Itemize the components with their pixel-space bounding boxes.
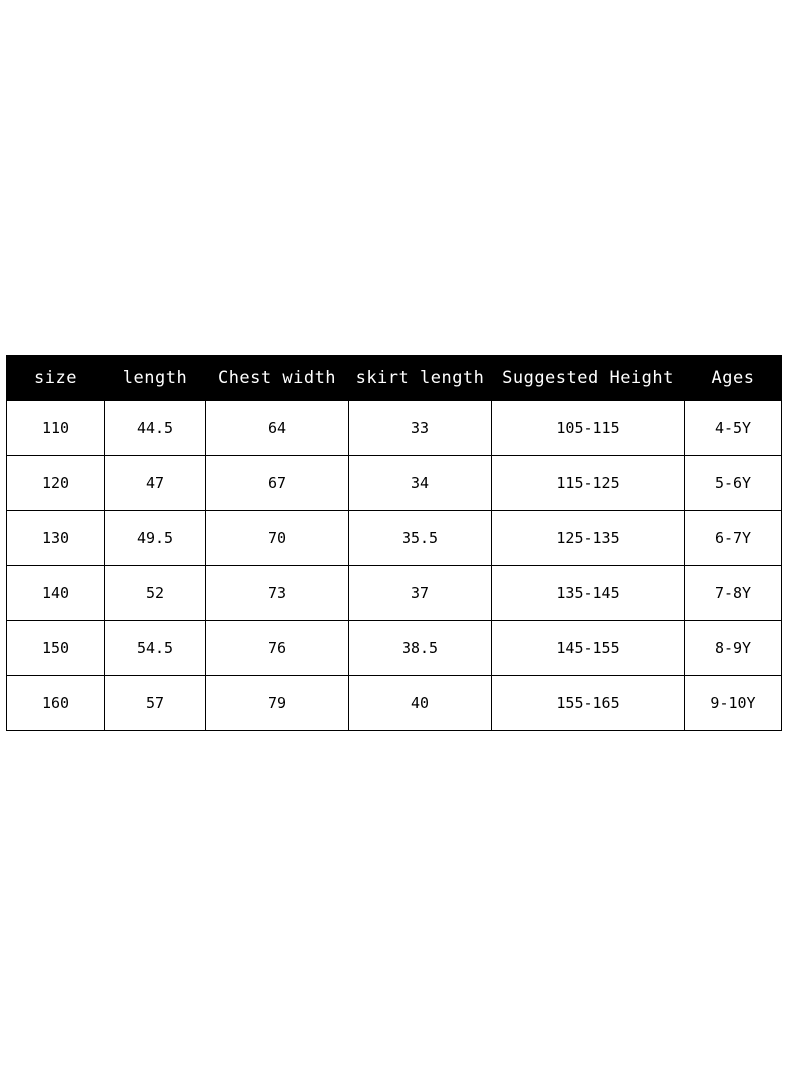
cell-length: 47 — [105, 456, 206, 511]
cell-skirt-length: 33 — [349, 401, 492, 456]
column-header-length: length — [105, 356, 206, 401]
cell-length: 54.5 — [105, 621, 206, 676]
cell-chest-width: 67 — [206, 456, 349, 511]
cell-chest-width: 73 — [206, 566, 349, 621]
cell-chest-width: 70 — [206, 511, 349, 566]
cell-suggested-height: 125-135 — [492, 511, 685, 566]
cell-length: 57 — [105, 676, 206, 731]
column-header-skirt-length: skirt length — [349, 356, 492, 401]
cell-skirt-length: 35.5 — [349, 511, 492, 566]
cell-chest-width: 64 — [206, 401, 349, 456]
table-row — [7, 566, 782, 621]
cell-ages: 8-9Y — [685, 621, 782, 676]
table-row — [7, 401, 782, 456]
size-chart — [6, 355, 781, 731]
cell-suggested-height: 155-165 — [492, 676, 685, 731]
table-header-row — [7, 356, 782, 401]
cell-size: 150 — [7, 621, 105, 676]
cell-chest-width: 79 — [206, 676, 349, 731]
cell-ages: 6-7Y — [685, 511, 782, 566]
cell-size: 140 — [7, 566, 105, 621]
cell-skirt-length: 37 — [349, 566, 492, 621]
cell-size: 110 — [7, 401, 105, 456]
table-row — [7, 621, 782, 676]
column-header-suggested-height: Suggested Height — [492, 356, 685, 401]
cell-ages: 4-5Y — [685, 401, 782, 456]
cell-suggested-height: 115-125 — [492, 456, 685, 511]
column-header-size: size — [7, 356, 105, 401]
cell-length: 44.5 — [105, 401, 206, 456]
cell-ages: 9-10Y — [685, 676, 782, 731]
table-row — [7, 676, 782, 731]
size-chart-table — [6, 355, 782, 731]
table-header — [7, 356, 782, 401]
table-row — [7, 511, 782, 566]
cell-suggested-height: 105-115 — [492, 401, 685, 456]
table-row — [7, 456, 782, 511]
cell-suggested-height: 145-155 — [492, 621, 685, 676]
column-header-chest-width: Chest width — [206, 356, 349, 401]
cell-length: 49.5 — [105, 511, 206, 566]
column-header-ages: Ages — [685, 356, 782, 401]
cell-size: 130 — [7, 511, 105, 566]
cell-skirt-length: 34 — [349, 456, 492, 511]
cell-chest-width: 76 — [206, 621, 349, 676]
table-body — [7, 401, 782, 731]
cell-skirt-length: 38.5 — [349, 621, 492, 676]
cell-size: 120 — [7, 456, 105, 511]
cell-size: 160 — [7, 676, 105, 731]
cell-length: 52 — [105, 566, 206, 621]
cell-skirt-length: 40 — [349, 676, 492, 731]
cell-ages: 7-8Y — [685, 566, 782, 621]
cell-ages: 5-6Y — [685, 456, 782, 511]
cell-suggested-height: 135-145 — [492, 566, 685, 621]
